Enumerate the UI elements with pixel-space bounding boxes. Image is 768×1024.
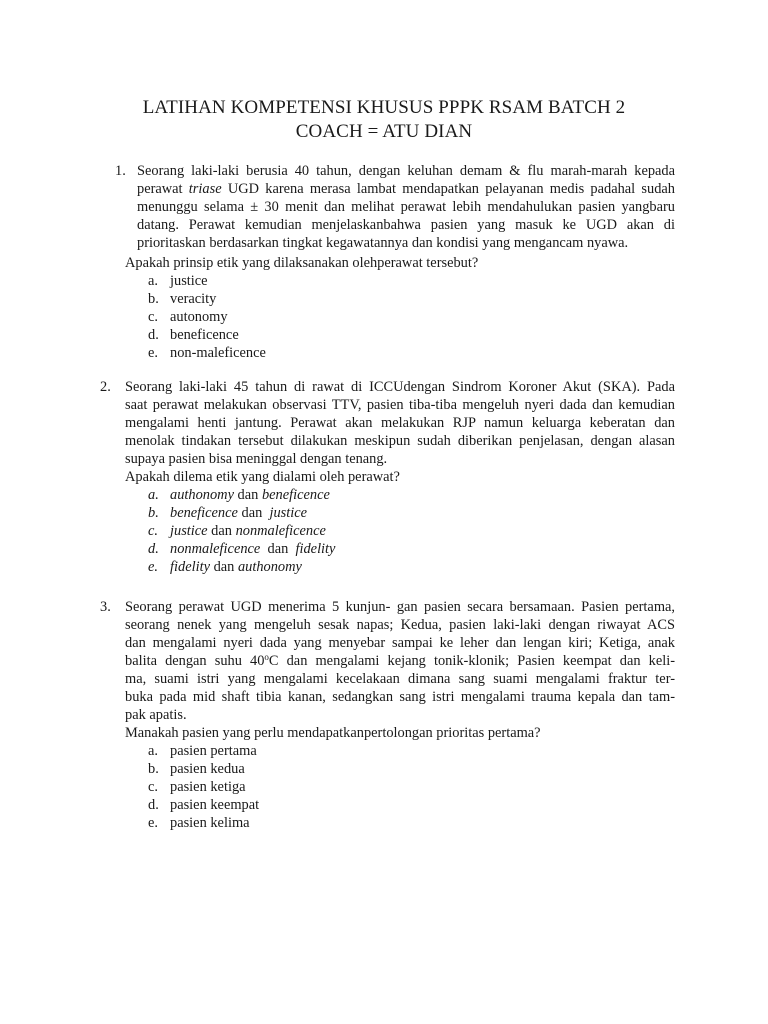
document-page: LATIHAN KOMPETENSI KHUSUS PPPK RSAM BATCH 2 COACH = ATU DIAN 1. Seorang laki-laki berusia 40 tahun, dengan keluhan demam & flu marah-marah kepada perawat triase UGD karena merasa lambat mendapatkan pelayanan medis padahal sudah menunggu selama ± 30 menit dan melihat perawat lebih mendahulukan pasien yangbaru datang. Perawat kemudian menjelaskanbahwa pasien yang masuk ke UGD akan di prioritaskan berdasarkan tingkat kegawatannya dan kondisi yang mengancam nyawa. Apakah prinsip etik yang dilaksanakan olehperawat tersebut? a. justice b. veracity c. autonomy d. beneficence e. non-maleficence 2. Seorang laki-laki 45 tahun di rawat di ICCUdengan Sindrom Koroner Akut (SKA). Pada saat perawat melakukan observasi TTV, pasien tiba-tiba mengeluh nyeri dada dan kemudian mengalami henti jantung. Perawat akan melakukan RJP namun keluarga keberatan dan menolak tindakan tersebut dilakukan meskipun sudah diberikan penjelasan, dengan alasan supaya pasien bisa meninggal dengan tenang. Apakah dilema etik yang dialami oleh perawat? a. authonomy dan beneficence b. beneficence dan justice c. justice dan nonmaleficence d. nonmaleficence dan fidelity e. fidelity dan authonomy 3. Seorang perawat UGD menerima 5 kunjun- gan pasien secara bersamaan. Pasien pertama, seorang nenek yang mengeluh sesak napas; Kedua, pasien laki-laki dengan riwayat ACS dan mengalami nyeri dada yang menyebar sampai ke leher dan lengan kiri; Ketiga, anak balita dengan suhu 40$^o$C dan mengalami kejang tonik-klonik; Pasien keempat dan keli- ma, suami istri yang mengalami kecelakaan dimana sang suami mengalami fraktur ter- buka pada mid shaft tibia kanan, sedangkan sang istri mengalami trauma kepala dan tam- pak apatis. Manakah pasien yang perlu mendapatkanpertolongan prioritas pertama? a. pasien pertama b. pasien kedua c. pasien ketiga d. pasien keempat e. pasien kelima	[0, 0, 768, 1024]
question-number: 2.	[100, 379, 111, 395]
stem-line: menolak tindakan tersebut dilakukan meskipun sudah diberikan penjelasan, dengan alasan	[125, 433, 675, 449]
stem-line: dan mengalami nyeri dada yang menyebar sampai ke leher dan lengan kiri; Ketiga, anak	[125, 635, 675, 651]
question-prompt: Manakah pasien yang perlu mendapatkanpertolongan prioritas pertama?	[125, 725, 541, 741]
italic-term: triase	[188, 181, 222, 197]
stem-line: datang. Perawat kemudian menjelaskanbahwa pasien yang masuk ke UGD akan di	[137, 217, 675, 233]
question-number: 3.	[100, 599, 111, 615]
document-title: LATIHAN KOMPETENSI KHUSUS PPPK RSAM BATCH 2	[142, 97, 626, 118]
question-stem	[137, 162, 675, 252]
question-stem	[125, 378, 675, 468]
stem-line: pak apatis.	[125, 707, 187, 723]
stem-line: saat perawat melakukan observasi TTV, pasien tiba-tiba mengeluh nyeri dada dan kemudian	[125, 397, 675, 413]
stem-line: menunggu selama ± 30 menit dan melihat perawat lebih mendahulukan pasien yangbaru	[137, 199, 675, 215]
stem-line: Seorang perawat UGD menerima 5 kunjun- gan pasien secara bersamaan. Pasien pertama,	[125, 599, 675, 615]
stem-line: perawat triase UGD karena merasa lambat mendapatkan pelayanan medis padahal sudah	[137, 181, 675, 197]
stem-line: balita dengan suhu 40$^o$C dan mengalami kejang tonik-klonik; Pasien keempat dan keli-	[125, 652, 675, 669]
degree-superscript: o	[264, 652, 269, 662]
question-prompt: Apakah prinsip etik yang dilaksanakan olehperawat tersebut?	[125, 255, 479, 271]
stem-line: ma, suami istri yang mengalami kecelakaan dimana sang suami mengalami fraktur ter-	[125, 671, 675, 687]
question-number: 1.	[115, 163, 126, 179]
stem-line: supaya pasien bisa meninggal dengan tenang.	[125, 451, 388, 467]
stem-line: prioritaskan berdasarkan tingkat kegawatannya dan kondisi yang mengancam nyawa.	[137, 235, 629, 251]
question-stem	[125, 598, 675, 724]
question-prompt: Apakah dilema etik yang dialami oleh perawat?	[125, 469, 400, 485]
stem-line: buka pada mid shaft tibia kanan, sedangkan sang istri mengalami trauma kepala dan tam-	[125, 689, 675, 705]
stem-line: Seorang laki-laki berusia 40 tahun, dengan keluhan demam & flu marah-marah kepada	[137, 163, 675, 179]
stem-line: Seorang laki-laki 45 tahun di rawat di ICCUdengan Sindrom Koroner Akut (SKA). Pada	[125, 379, 675, 395]
document-subtitle: COACH = ATU DIAN	[295, 121, 473, 142]
stem-line: mengalami henti jantung. Perawat akan melakukan RJP namun keluarga keberatan dan	[125, 415, 675, 431]
stem-line: seorang nenek yang mengeluh sesak napas; Kedua, pasien laki-laki dengan riwayat ACS	[125, 617, 675, 633]
